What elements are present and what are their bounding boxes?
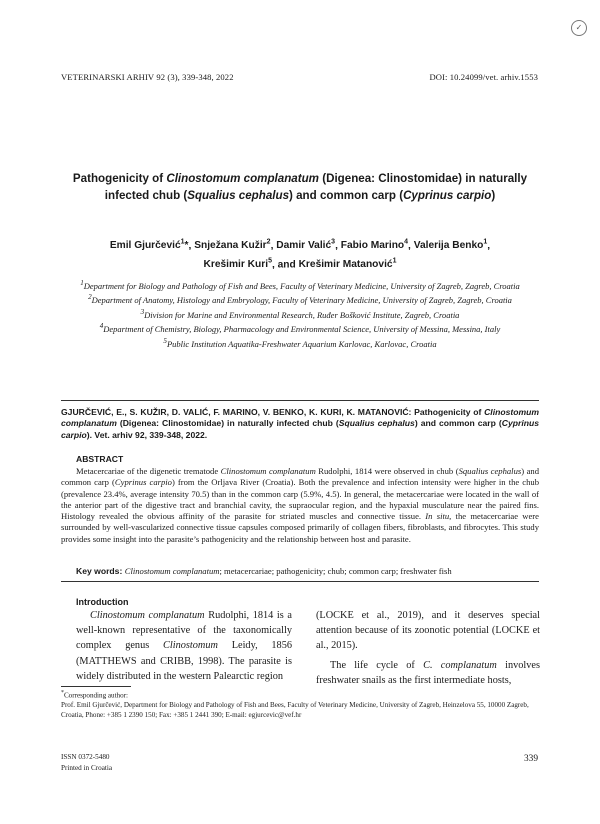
issn: ISSN 0372-5480 [61,753,110,761]
footnote-label: *Corresponding author: [61,690,128,700]
crossmark-icon[interactable]: ✓ [571,20,587,36]
title-text: ) and common carp ( [289,188,404,202]
footnote [61,689,539,720]
author: Krešimir Matanović$^1$ [298,257,397,271]
printed-in: Printed in Croatia [61,763,113,772]
section-heading-introduction: Introduction [76,597,129,607]
title-species: Cyprinus carpio [403,188,492,202]
right-column [316,608,540,692]
journal-header: VETERINARSKI ARHIV 92 (3), 339-348, 2022 [61,72,234,82]
citation: GJURČEVIĆ, E., S. KUŽIR, D. VALIĆ, F. MARINO, V. BENKO, K. KURI, K. MATANOVIĆ: Pathogenicity of Clinostomum complanatum (Digenea: Clinostomidae) in naturally infected chub (Squalius cephalus) and common carp (Cyprinus carpio). Vet. arhiv 92, 339-348, 2022. [61,407,539,440]
author: Valerija Benko$^1$ [413,239,488,252]
title-text: (Digenea: Clinostomidae) in naturally infected chub ( [104,172,528,202]
paragraph: Clinostomum complanatum Rudolphi, 1814 is a well-known representative of the taxonomically complex genus Clinostomum Leidy, 1856 (MATTHEWS and CRIBB, 1998). The parasite is widely distributed in the western Palearctic region [76,610,292,682]
author: Snježana Kužir$^2$ [194,239,271,252]
author-joiner: , and [271,259,299,271]
page-number: 339 [523,754,538,764]
divider [61,400,539,401]
affiliation: $^4$Department of Chemistry, Biology, Pharmacology and Environmental Science, University of Messina, Messina, Italy [99,322,501,335]
footnote-text: Prof. Emil Gjurčević, Department for Biology and Pathology of Fish and Bees, Faculty of Veterinary Medicine, University of Zagreb, Heinzelova 55, 10000 Zagreb, Croatia, Phone: +385 1 2390 150; Fax: +385 1 2441 390; E-mail: egjurcevic@vef.hr [61,701,529,719]
doi-header[interactable]: DOI: 10.24099/vet. arhiv.1553 [429,72,538,82]
affiliation: $^2$Department of Anatomy, Histology and Embryology, Faculty of Veterinary Medicine, University of Zagreb, Zagreb, Croatia [88,293,512,306]
keywords: Key words: Clinostomum complanatum; metacercariae; pathogenicity; chub; common carp; freshwater fish [76,566,452,576]
title-text: ) [491,188,496,202]
abstract-body: Metacercariae of the digenetic trematode Clinostomum complanatum Rudolphi, 1814 were observed in chub (Squalius cephalus) and common carp (Cyprinus carpio) from the Orljava River (Croatia). Both the prevalence and infection intensity were higher in the chub (prevalence 23.4%, average intensity 70.5) than in the common carp (5.9%, 4.5). In general, the metacercariae were located in the wall of the anterior part of the digestive tract and branchial cavity, the supraocular region, and the hypaxial musculature near the paired fins. Histology revealed the obvious affinity of the parasite for striated muscles and connective tissue. In situ, the metacercariae were surrounded by well-vascularized connective tissue capsules composed primarily of collagen fibers, fibroblasts, and fibrocytes. This study provides some insight into the parasite’s pathogenicity and the relationship between host and parasite. [61,466,539,544]
paragraph: The life cycle of C. complanatum involves freshwater snails as the first intermediate hosts, [316,659,540,686]
title-text: Pathogenicity of [72,172,167,185]
keywords-label: Key words: [76,566,125,576]
divider [61,581,539,582]
footnote-rule [61,686,131,687]
affiliation: $^5$Public Institution Aquatika-Freshwater Aquarium Karlovac, Karlovac, Croatia [163,336,437,349]
affiliation: $^1$Department for Biology and Pathology of Fish and Bees, Faculty of Veterinary Medicine, University of Zagreb, Zagreb, Croatia [80,279,520,291]
author: Emil Gjurčević$^1$* [109,239,189,252]
title-species: Clinostomum complanatum [166,172,319,185]
affiliation: $^3$Division for Marine and Environmental Research, Ruđer Bošković Institute, Zagreb, Croatia [140,307,460,320]
author: Krešimir Kuri$^5$ [203,257,272,271]
author: Damir Valić$^3$ [276,239,336,252]
title-species: Squalius cephalus [187,188,290,202]
abstract-heading: ABSTRACT [76,454,124,464]
article-title [60,171,540,204]
author: Fabio Marino$^4$ [340,239,409,252]
paragraph: (LOCKE et al., 2019), and it deserves special attention because of its zoonotic potential (LOCKE et al., 2015). [316,610,540,652]
left-column [76,608,292,688]
author-list: Emil Gjurčević$^1$*, Snježana Kužir$^2$, Damir Valić$^3$, Fabio Marino$^4$, Valerija Benko$^1$, Krešimir Kuri$^5$, and Krešimir Matanović$^1$ [109,239,491,271]
affiliations [62,278,538,350]
issn-block [61,752,112,774]
